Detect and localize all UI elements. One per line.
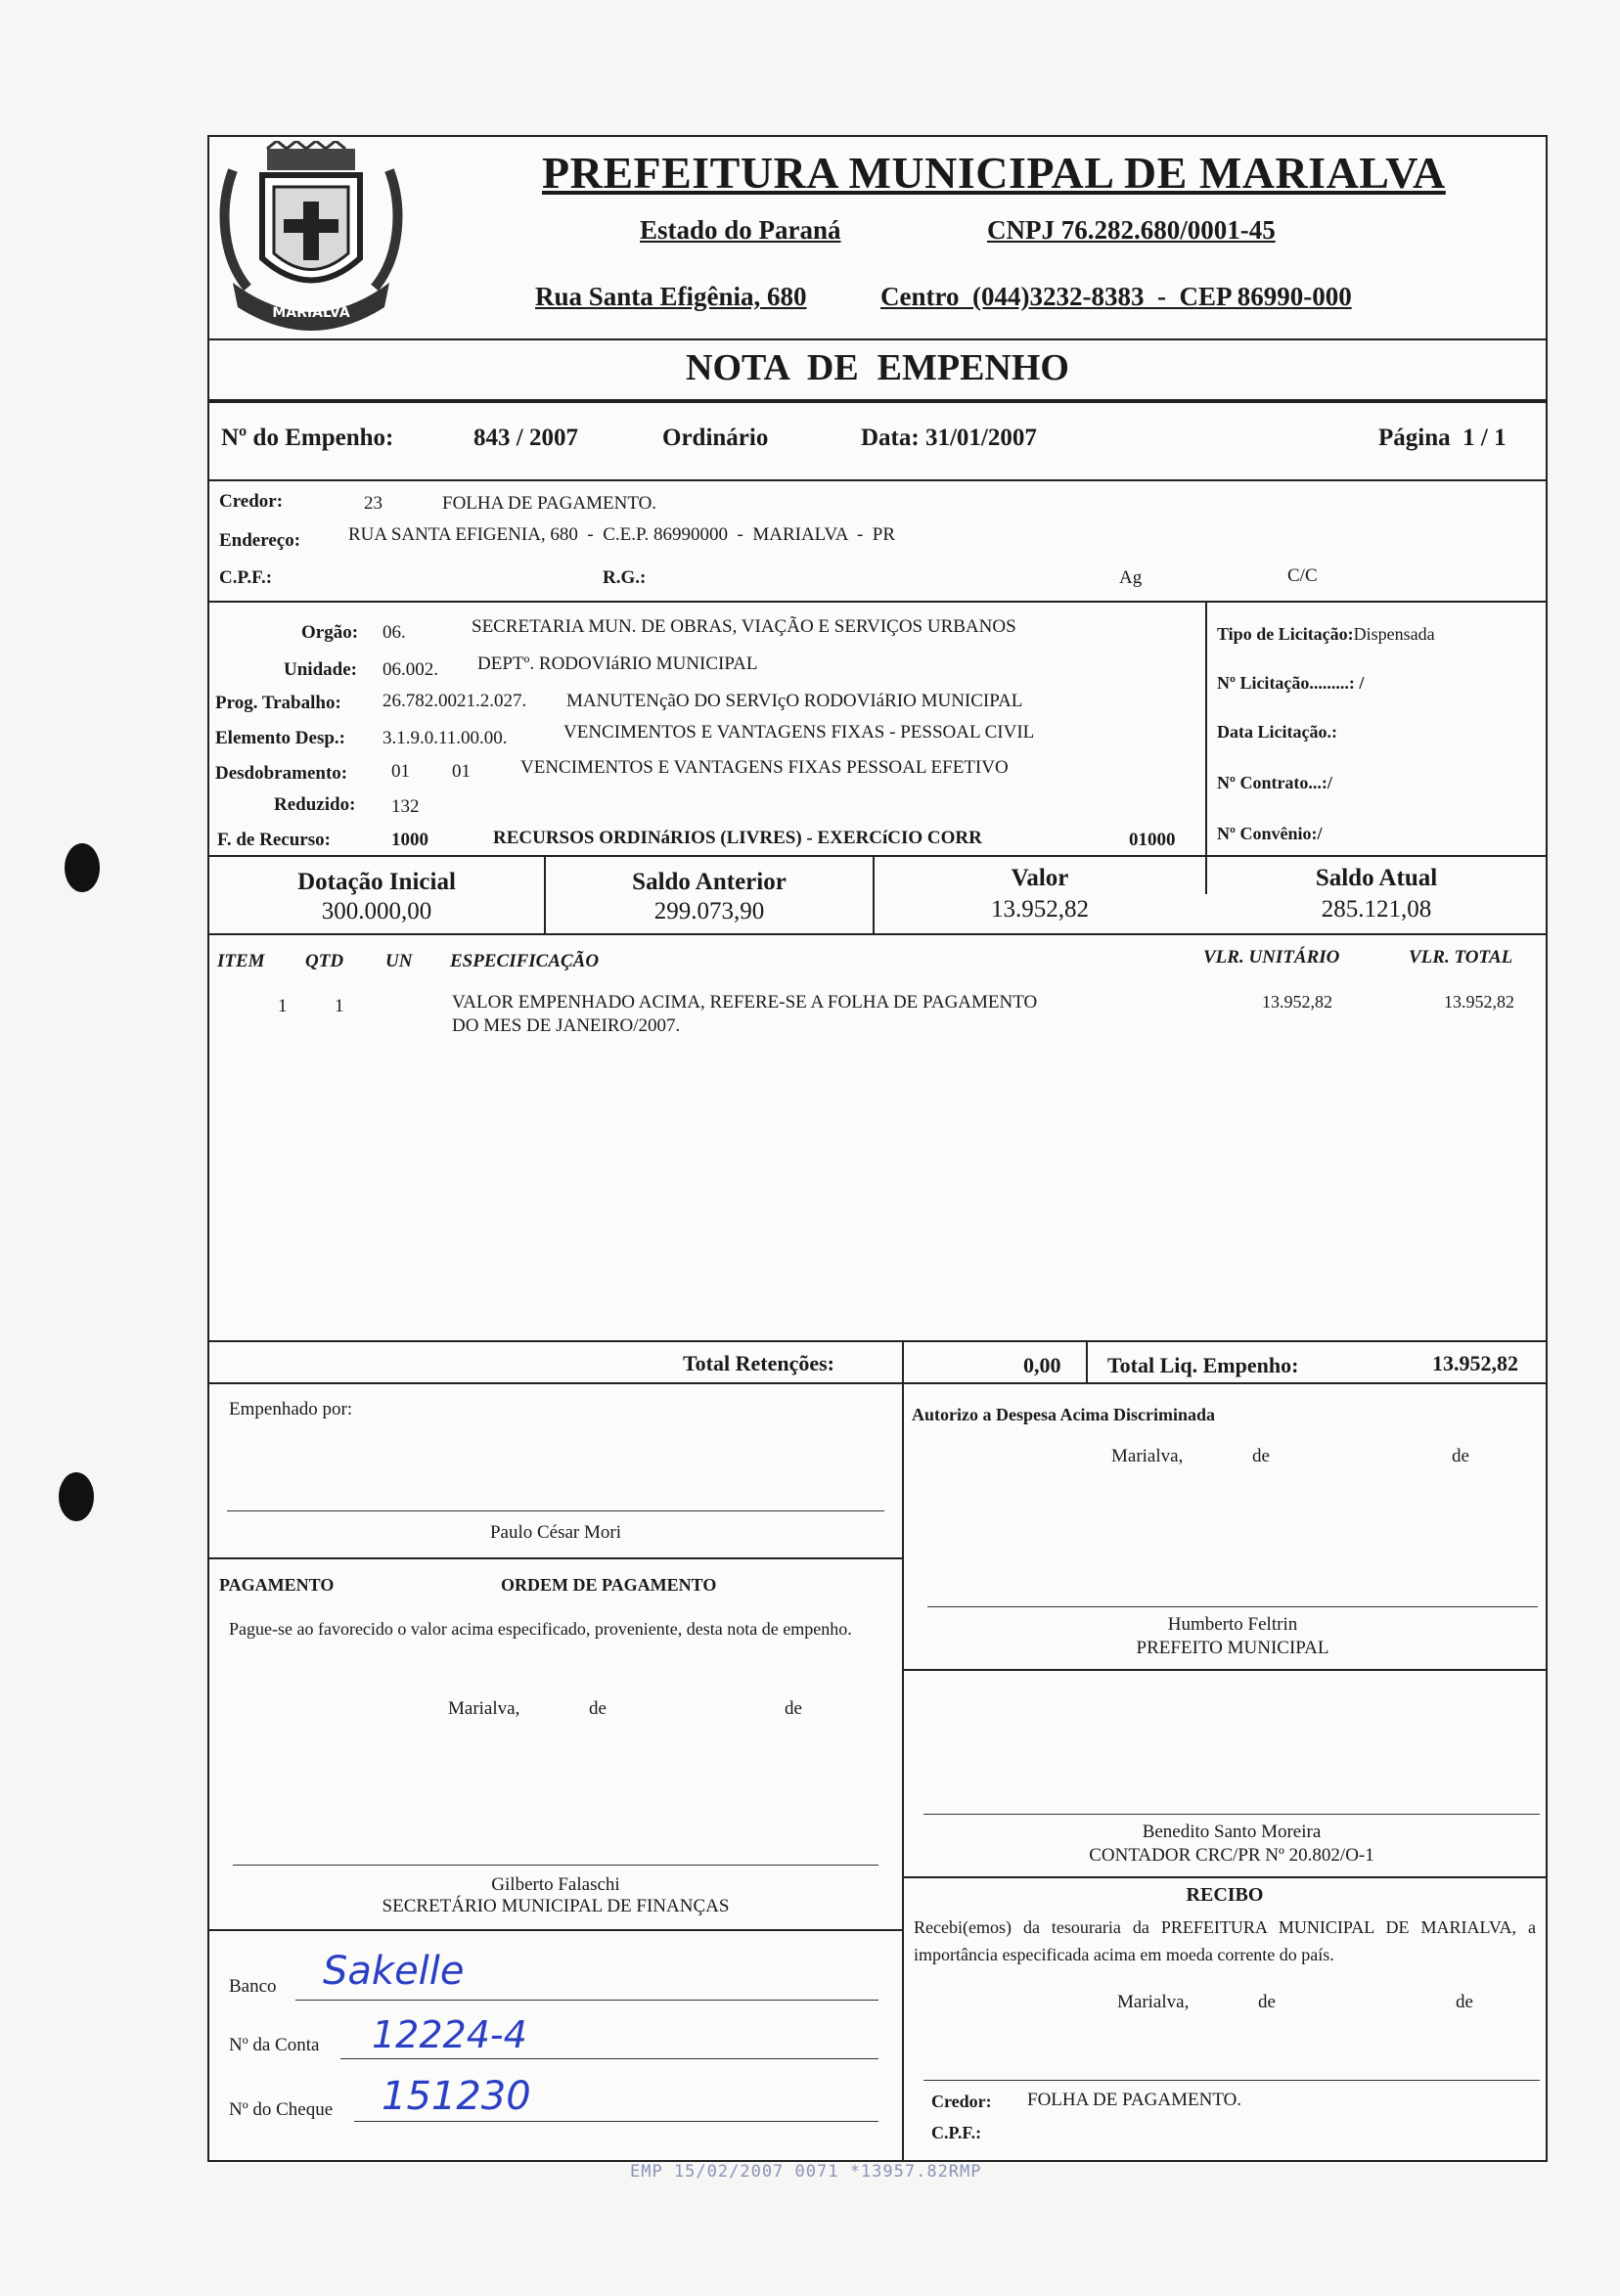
recibo-cpf-label: C.P.F.: [931, 2123, 982, 2142]
saldo-anterior-label: Saldo Anterior [632, 869, 787, 895]
contador-name: Benedito Santo Moreira [1142, 1822, 1322, 1842]
recibo-city: Marialva, [1117, 1992, 1190, 2012]
item-number: 1 [278, 996, 288, 1016]
pagamento-text: Pague-se ao favorecido o valor acima especificado, proveniente, desta nota de empenho. [229, 1619, 852, 1639]
credor-code: 23 [364, 493, 382, 514]
total-retencoes-value: 0,00 [1023, 1353, 1061, 1377]
col-qtd: QTD [305, 951, 344, 971]
reduzido-value: 132 [391, 796, 420, 817]
item-qtd: 1 [335, 996, 344, 1016]
recurso-code: 1000 [391, 830, 428, 850]
conta-handwritten: 12224-4 [372, 2013, 527, 2056]
crest-text: MARIALVA [272, 305, 350, 321]
secretario-name: Gilberto Falaschi [491, 1874, 620, 1895]
empenhado-por-label: Empenhado por: [229, 1399, 353, 1419]
col-especificacao: ESPECIFICAÇÃO [450, 951, 600, 971]
contrato-number: Nº Contrato...:/ [1217, 773, 1332, 792]
desdobramento-desc: VENCIMENTOS E VANTAGENS FIXAS PESSOAL EFETIVO [520, 757, 1009, 778]
item-vlr-total: 13.952,82 [1444, 992, 1514, 1012]
autorizo-city: Marialva, [1111, 1446, 1184, 1466]
cpf-label: C.P.F.: [219, 567, 273, 588]
empenho-date: Data: 31/01/2007 [861, 425, 1037, 451]
orgao-label: Orgão: [301, 622, 359, 643]
saldo-anterior-value: 299.073,90 [653, 898, 765, 924]
punch-hole-bottom [59, 1472, 94, 1521]
header-state: Estado do Paraná [640, 215, 841, 245]
recurso-code2: 01000 [1129, 830, 1176, 850]
banco-handwritten: Sakelle [323, 1949, 465, 1994]
saldo-atual-label: Saldo Atual [1315, 865, 1438, 891]
cheque-handwritten: 151230 [382, 2074, 531, 2119]
empenho-number: 843 / 2007 [473, 425, 578, 451]
dotacao-inicial-label: Dotação Inicial [297, 869, 456, 895]
ordem-pagamento-label: ORDEM DE PAGAMENTO [501, 1575, 717, 1595]
valor-label: Valor [1011, 865, 1069, 891]
dotacao-inicial-value: 300.000,00 [321, 898, 432, 924]
col-un: UN [385, 951, 413, 971]
orgao-desc: SECRETARIA MUN. DE OBRAS, VIAÇÃO E SERVIÇOS URBANOS [472, 616, 1016, 637]
elemento-code: 3.1.9.0.11.00.00. [382, 728, 508, 748]
recibo-de-1: de [1258, 1992, 1276, 2012]
recibo-text: Recebi(emos) da tesouraria da PREFEITURA MUNICIPAL DE MARIALVA, a importância especificada acima em moeda corrente do país. [914, 1917, 1536, 1964]
autorizo-de-1: de [1252, 1446, 1270, 1466]
document-title: NOTA DE EMPENHO [686, 347, 1069, 388]
pagamento-de-2: de [785, 1698, 802, 1719]
item-spec-line2: DO MES DE JANEIRO/2007. [452, 1015, 681, 1036]
prog-trabalho-label: Prog. Trabalho: [215, 693, 341, 713]
banco-label: Banco [229, 1976, 277, 1997]
municipal-crest [213, 141, 409, 337]
endereco-label: Endereço: [219, 530, 301, 551]
recibo-credor-label: Credor: [931, 2092, 992, 2111]
recurso-label: F. de Recurso: [217, 830, 331, 850]
licitacao-date: Data Licitação.: [1217, 722, 1337, 742]
prefeito-name: Humberto Feltrin [1167, 1614, 1298, 1635]
recurso-desc: RECURSOS ORDINáRIOS (LIVRES) - EXERCíCIO CORR [493, 828, 982, 848]
recibo-de-2: de [1456, 1992, 1473, 2012]
total-retencoes-label: Total Retenções: [683, 1351, 834, 1375]
bank-stamp: EMP 15/02/2007 0071 *13957.82RMP [630, 2162, 982, 2182]
unidade-label: Unidade: [284, 659, 357, 680]
total-liq-empenho-label: Total Liq. Empenho: [1107, 1353, 1299, 1377]
prog-trabalho-code: 26.782.0021.2.027. [382, 691, 527, 711]
header-title: PREFEITURA MUNICIPAL DE MARIALVA [542, 148, 1446, 198]
empenho-number-label: Nº do Empenho: [221, 425, 394, 451]
orgao-code: 06. [382, 622, 406, 643]
cc-label: C/C [1287, 565, 1318, 586]
empenho-type: Ordinário [662, 425, 769, 451]
recibo-label: RECIBO [1186, 1884, 1264, 1906]
contador-role: CONTADOR CRC/PR Nº 20.802/O-1 [1089, 1845, 1374, 1866]
credor-name: FOLHA DE PAGAMENTO. [442, 493, 657, 514]
autorizo-label: Autorizo a Despesa Acima Discriminada [912, 1405, 1215, 1424]
licitacao-number: Nº Licitação.........: / [1217, 673, 1365, 693]
prog-trabalho-desc: MANUTENçãO DO SERVIçO RODOVIáRIO MUNICIPAL [566, 691, 1023, 711]
autorizo-de-2: de [1452, 1446, 1469, 1466]
convenio-number: Nº Convênio:/ [1217, 824, 1323, 843]
elemento-desc: VENCIMENTOS E VANTAGENS FIXAS - PESSOAL CIVIL [563, 722, 1035, 743]
licitacao-type [1217, 624, 1435, 645]
prefeito-role: PREFEITO MUNICIPAL [1136, 1638, 1329, 1658]
desdobramento-a: 01 [391, 761, 410, 782]
nota-de-empenho-document [207, 135, 1548, 2162]
secretario-role: SECRETÁRIO MUNICIPAL DE FINANÇAS [382, 1896, 730, 1916]
conta-label: Nº da Conta [229, 2035, 320, 2055]
desdobramento-b: 01 [452, 761, 471, 782]
licitacao-type-value: Dispensada [1353, 624, 1435, 644]
header-cnpj: CNPJ 76.282.680/0001-45 [987, 215, 1276, 245]
col-vlr-unitario: VLR. UNITÁRIO [1203, 947, 1340, 968]
credor-label: Credor: [219, 491, 284, 512]
endereco-value: RUA SANTA EFIGENIA, 680 - C.E.P. 86990000 - MARIALVA - PR [348, 524, 896, 545]
desdobramento-label: Desdobramento: [215, 763, 348, 784]
valor-value: 13.952,82 [991, 896, 1089, 923]
col-vlr-total: VLR. TOTAL [1409, 947, 1513, 968]
cheque-label: Nº do Cheque [229, 2099, 334, 2120]
licitacao-type-label: Tipo de Licitação: [1217, 624, 1354, 644]
col-item: ITEM [217, 951, 265, 971]
ag-label: Ag [1119, 567, 1143, 588]
elemento-label: Elemento Desp.: [215, 728, 345, 748]
pagamento-de-1: de [589, 1698, 607, 1719]
recibo-credor-value: FOLHA DE PAGAMENTO. [1027, 2090, 1242, 2110]
header-address: Rua Santa Efigênia, 680 [535, 282, 807, 311]
unidade-code: 06.002. [382, 659, 438, 680]
punch-hole-top [65, 843, 100, 892]
empenho-page: Página 1 / 1 [1378, 425, 1507, 451]
total-liq-empenho-value: 13.952,82 [1432, 1351, 1518, 1375]
pagamento-city: Marialva, [448, 1698, 520, 1719]
reduzido-label: Reduzido: [274, 794, 356, 815]
header-contact: Centro (044)3232-8383 - CEP 86990-000 [880, 282, 1352, 311]
item-spec-line1: VALOR EMPENHADO ACIMA, REFERE-SE A FOLHA DE PAGAMENTO [452, 992, 1038, 1013]
empenhado-por-name: Paulo César Mori [489, 1522, 622, 1543]
pagamento-label: PAGAMENTO [219, 1575, 335, 1595]
item-vlr-unitario: 13.952,82 [1262, 992, 1332, 1012]
unidade-desc: DEPTº. RODOVIáRIO MUNICIPAL [477, 653, 758, 674]
saldo-atual-value: 285.121,08 [1321, 896, 1432, 923]
rg-label: R.G.: [603, 567, 647, 588]
